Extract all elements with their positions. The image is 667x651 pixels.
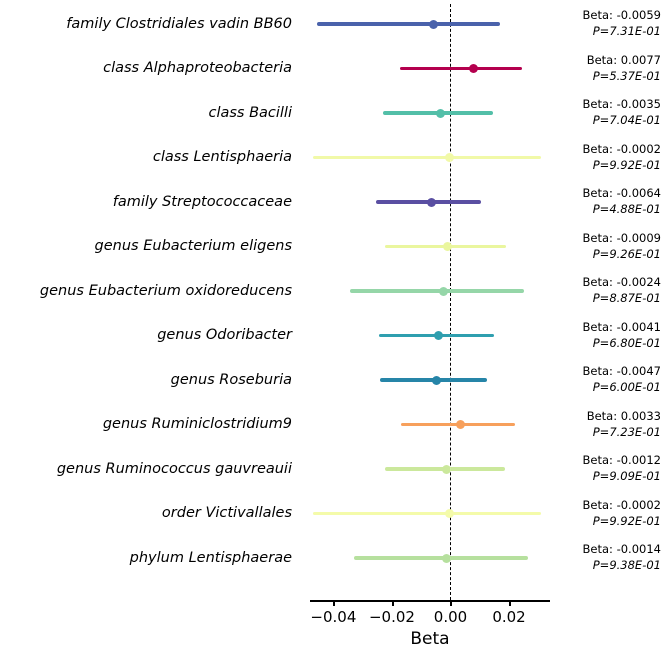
x-tick-label: −0.04 xyxy=(310,608,357,626)
row-label: class Lentisphaeria xyxy=(152,149,292,166)
p-value-text: P=9.09E-01 xyxy=(592,469,661,483)
beta-value-text: Beta: -0.0041 xyxy=(582,319,661,334)
beta-point-marker xyxy=(427,198,436,207)
forest-row xyxy=(0,536,667,580)
x-tick-mark xyxy=(450,600,452,606)
row-statistics xyxy=(549,136,661,180)
forest-row xyxy=(0,136,667,180)
row-statistics xyxy=(489,180,661,224)
confidence-interval-line xyxy=(354,556,528,559)
confidence-interval-line xyxy=(400,67,522,70)
beta-point-marker xyxy=(442,465,451,474)
row-statistics xyxy=(495,358,661,402)
forest-row xyxy=(0,180,667,224)
forest-row xyxy=(0,358,667,402)
confidence-interval-line xyxy=(317,22,500,25)
x-tick-label: 0.00 xyxy=(433,608,468,626)
confidence-interval-line xyxy=(350,289,524,292)
row-label: genus Ruminiclostridium9 xyxy=(102,416,292,433)
forest-row xyxy=(0,225,667,269)
row-label: class Bacilli xyxy=(208,104,292,121)
beta-point-marker xyxy=(456,420,465,429)
row-label: family Clostridiales vadin BB60 xyxy=(66,15,292,32)
p-value-text: P=9.92E-01 xyxy=(592,513,661,528)
beta-value-text: Beta: -0.0002 xyxy=(582,141,661,156)
p-value-text: P=7.23E-01 xyxy=(592,424,661,439)
beta-point-marker xyxy=(439,287,448,296)
beta-point-marker xyxy=(443,242,452,251)
x-tick-label: 0.02 xyxy=(492,608,526,626)
beta-point-marker xyxy=(434,331,443,340)
row-statistics xyxy=(549,492,661,536)
beta-value-text: Beta: -0.0012 xyxy=(582,453,661,468)
p-value-text: P=9.26E-01 xyxy=(592,246,661,261)
row-label: genus Roseburia xyxy=(170,371,292,388)
p-value-text: P=8.87E-01 xyxy=(592,291,661,305)
beta-value-text: Beta: -0.0059 xyxy=(582,8,661,23)
forest-row xyxy=(0,47,667,91)
forest-row xyxy=(0,492,667,536)
beta-value-text: Beta: -0.0014 xyxy=(582,542,661,557)
p-value-text: P=5.37E-01 xyxy=(592,68,661,83)
row-statistics xyxy=(530,47,661,91)
beta-value-text: Beta: -0.0035 xyxy=(582,97,661,112)
x-axis-title: Beta xyxy=(410,629,450,649)
p-value-text: P=7.04E-01 xyxy=(592,113,661,127)
row-label: genus Ruminococcus gauvreauii xyxy=(56,460,292,477)
p-value-text: P=7.31E-01 xyxy=(592,24,661,38)
beta-point-marker xyxy=(432,376,441,385)
row-label: class Alphaproteobacteria xyxy=(103,60,292,77)
p-value-text: P=4.88E-01 xyxy=(592,202,661,216)
x-tick-mark xyxy=(509,600,511,606)
forest-row xyxy=(0,269,667,313)
row-label: genus Eubacterium oxidoreducens xyxy=(39,282,292,299)
p-value-text: P=6.00E-01 xyxy=(592,380,661,394)
x-axis-line xyxy=(310,600,550,602)
beta-value-text: Beta: -0.0024 xyxy=(582,275,661,290)
row-statistics xyxy=(523,403,661,447)
beta-point-marker xyxy=(436,109,445,118)
forest-row xyxy=(0,447,667,491)
x-tick-mark xyxy=(392,600,394,606)
beta-point-marker xyxy=(442,554,451,563)
beta-value-text: Beta: -0.0002 xyxy=(582,497,661,512)
confidence-interval-line xyxy=(313,156,541,159)
x-tick-mark xyxy=(333,600,335,606)
p-value-text: P=9.38E-01 xyxy=(592,558,661,572)
forest-row xyxy=(0,314,667,358)
row-statistics xyxy=(508,2,661,46)
row-label: order Victivallales xyxy=(161,505,292,522)
beta-point-marker xyxy=(429,20,438,29)
forest-row xyxy=(0,91,667,135)
beta-value-text: Beta: -0.0009 xyxy=(582,230,661,245)
row-statistics xyxy=(502,314,661,358)
row-label: family Streptococcaceae xyxy=(112,193,292,210)
x-tick-label: −0.02 xyxy=(368,608,415,626)
beta-value-text: Beta: 0.0033 xyxy=(586,408,661,423)
p-value-text: P=9.92E-01 xyxy=(592,157,661,172)
forest-row xyxy=(0,403,667,447)
row-statistics xyxy=(501,91,661,135)
beta-value-text: Beta: 0.0077 xyxy=(586,52,661,67)
beta-value-text: Beta: -0.0064 xyxy=(582,186,661,201)
p-value-text: P=6.80E-01 xyxy=(592,335,661,350)
row-label: phylum Lentisphaerae xyxy=(129,549,292,566)
beta-point-marker xyxy=(469,64,478,73)
beta-point-marker xyxy=(445,153,454,162)
row-label: genus Eubacterium eligens xyxy=(94,238,292,255)
row-label: genus Odoribacter xyxy=(157,327,292,344)
row-statistics xyxy=(532,269,661,313)
row-statistics xyxy=(536,536,661,580)
confidence-interval-line xyxy=(313,512,541,515)
row-statistics xyxy=(513,447,661,491)
row-statistics xyxy=(514,225,661,269)
forest-row xyxy=(0,2,667,46)
beta-point-marker xyxy=(445,509,454,518)
beta-value-text: Beta: -0.0047 xyxy=(582,364,661,379)
